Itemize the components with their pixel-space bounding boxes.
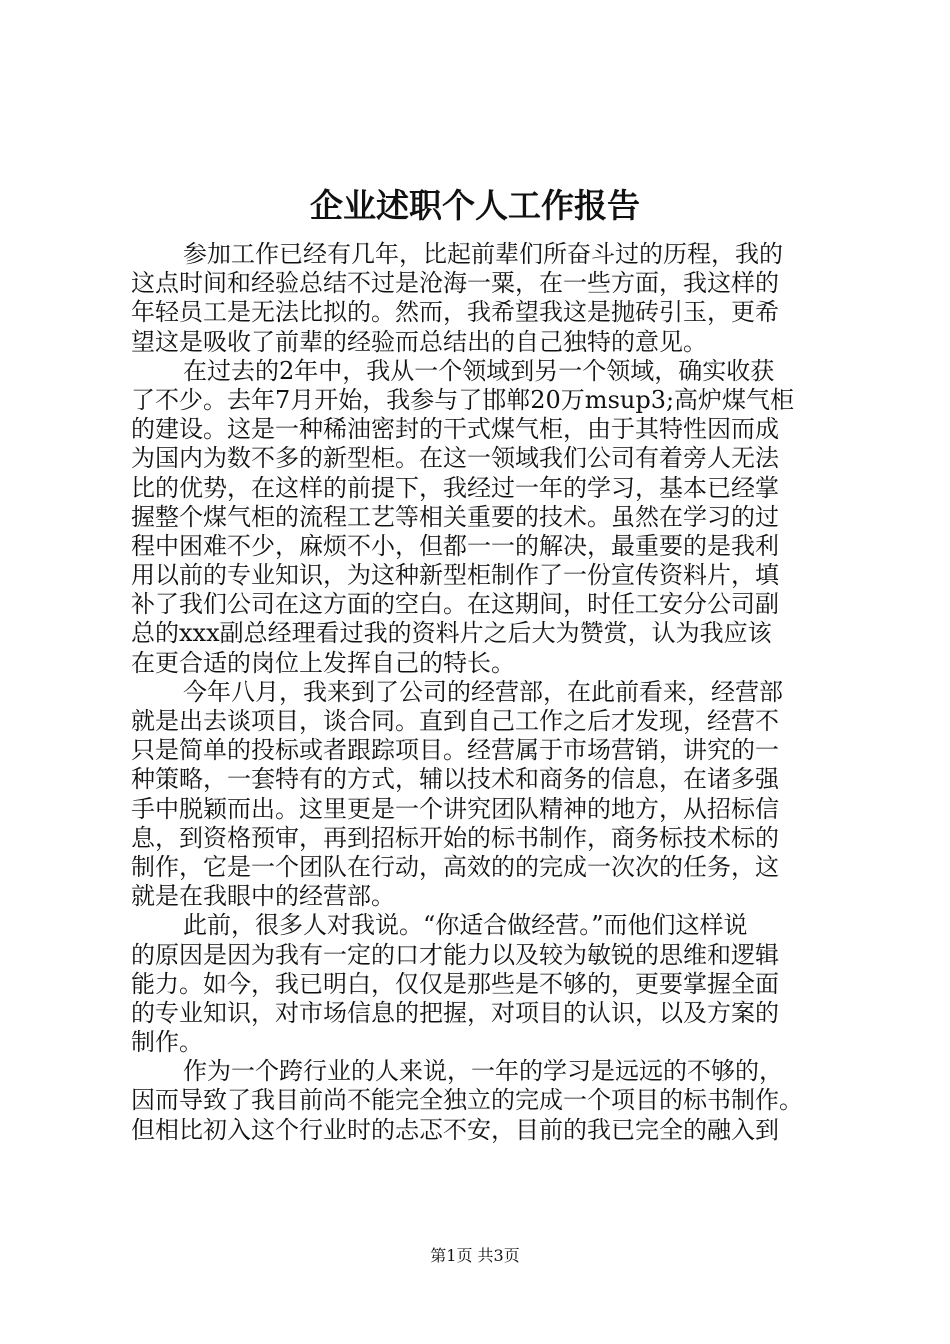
- body-text-line: 制作。: [131, 1028, 203, 1057]
- body-text-line: 在过去的2年中，我从一个领域到另一个领域，确实收获: [183, 356, 775, 385]
- body-text-line: 的专业知识，对市场信息的把握，对项目的认识，以及方案的: [131, 998, 779, 1027]
- body-text-line: 比的优势，在这样的前提下，我经过一年的学习，基本已经掌: [131, 473, 779, 502]
- body-text-line: 就是在我眼中的经营部。: [131, 882, 395, 911]
- body-text-line: 因而导致了我目前尚不能完全独立的完成一个项目的标书制作。: [131, 1086, 803, 1115]
- body-text-line: 补了我们公司在这方面的空白。在这期间，时任工安分公司副: [131, 590, 779, 619]
- body-text-line: 在更合适的岗位上发挥自己的特长。: [131, 648, 515, 677]
- body-text-line: 的建设。这是一种稀油密封的干式煤气柜，由于其特性因而成: [131, 415, 779, 444]
- body-text-line: 这点时间和经验总结不过是沧海一粟，在一些方面，我这样的: [131, 269, 779, 298]
- body-text-line: 的原因是因为我有一定的口才能力以及较为敏锐的思维和逻辑: [131, 940, 779, 969]
- document-body: [131, 240, 831, 1145]
- body-text-line: 能力。如今，我已明白，仅仅是那些是不够的，更要掌握全面: [131, 969, 779, 998]
- body-text-line: 制作，它是一个团队在行动，高效的的完成一次次的任务，这: [131, 852, 779, 881]
- body-text-line: 程中困难不少，麻烦不小，但都一一的解决，最重要的是我利: [131, 531, 779, 560]
- body-text-line: 年轻员工是无法比拟的。然而，我希望我这是抛砖引玉，更希: [131, 298, 779, 327]
- body-text-line: 种策略，一套特有的方式，辅以技术和商务的信息，在诸多强: [131, 765, 779, 794]
- body-text-line: 只是简单的投标或者跟踪项目。经营属于市场营销，讲究的一: [131, 736, 779, 765]
- body-text-line: 望这是吸收了前辈的经验而总结出的自己独特的意见。: [131, 327, 707, 356]
- document-title: 企业述职个人工作报告: [310, 186, 640, 225]
- body-text-line: 了不少。去年7月开始，我参与了邯郸20万msup3;高炉煤气柜: [131, 385, 795, 414]
- body-text-line: 就是出去谈项目，谈合同。直到自己工作之后才发现，经营不: [131, 707, 779, 735]
- body-text-line: 参加工作已经有几年，比起前辈们所奋斗过的历程，我的: [183, 240, 783, 268]
- page-footer: 第1页 共3页: [430, 1246, 520, 1265]
- body-text-line: 此前，很多人对我说。“你适合做经营。”而他们这样说: [183, 911, 748, 940]
- body-text-line: 作为一个跨行业的人来说，一年的学习是远远的不够的，: [183, 1057, 783, 1086]
- body-text-line: 息，到资格预审，再到招标开始的标书制作，商务标技术标的: [131, 823, 779, 852]
- body-text-line: 但相比初入这个行业时的忐忑不安，目前的我已完全的融入到: [131, 1115, 779, 1144]
- body-text-line: 用以前的专业知识，为这种新型柜制作了一份宣传资料片，填: [131, 561, 779, 590]
- body-text-line: 握整个煤气柜的流程工艺等相关重要的技术。虽然在学习的过: [131, 502, 779, 531]
- body-text-line: 为国内为数不多的新型柜。在这一领域我们公司有着旁人无法: [131, 444, 779, 473]
- body-text-line: 今年八月，我来到了公司的经营部，在此前看来，经营部: [183, 677, 783, 706]
- body-text-line: 总的xxx副总经理看过我的资料片之后大为赞赏，认为我应该: [131, 619, 772, 648]
- body-text-line: 手中脱颖而出。这里更是一个讲究团队精神的地方，从招标信: [131, 794, 779, 823]
